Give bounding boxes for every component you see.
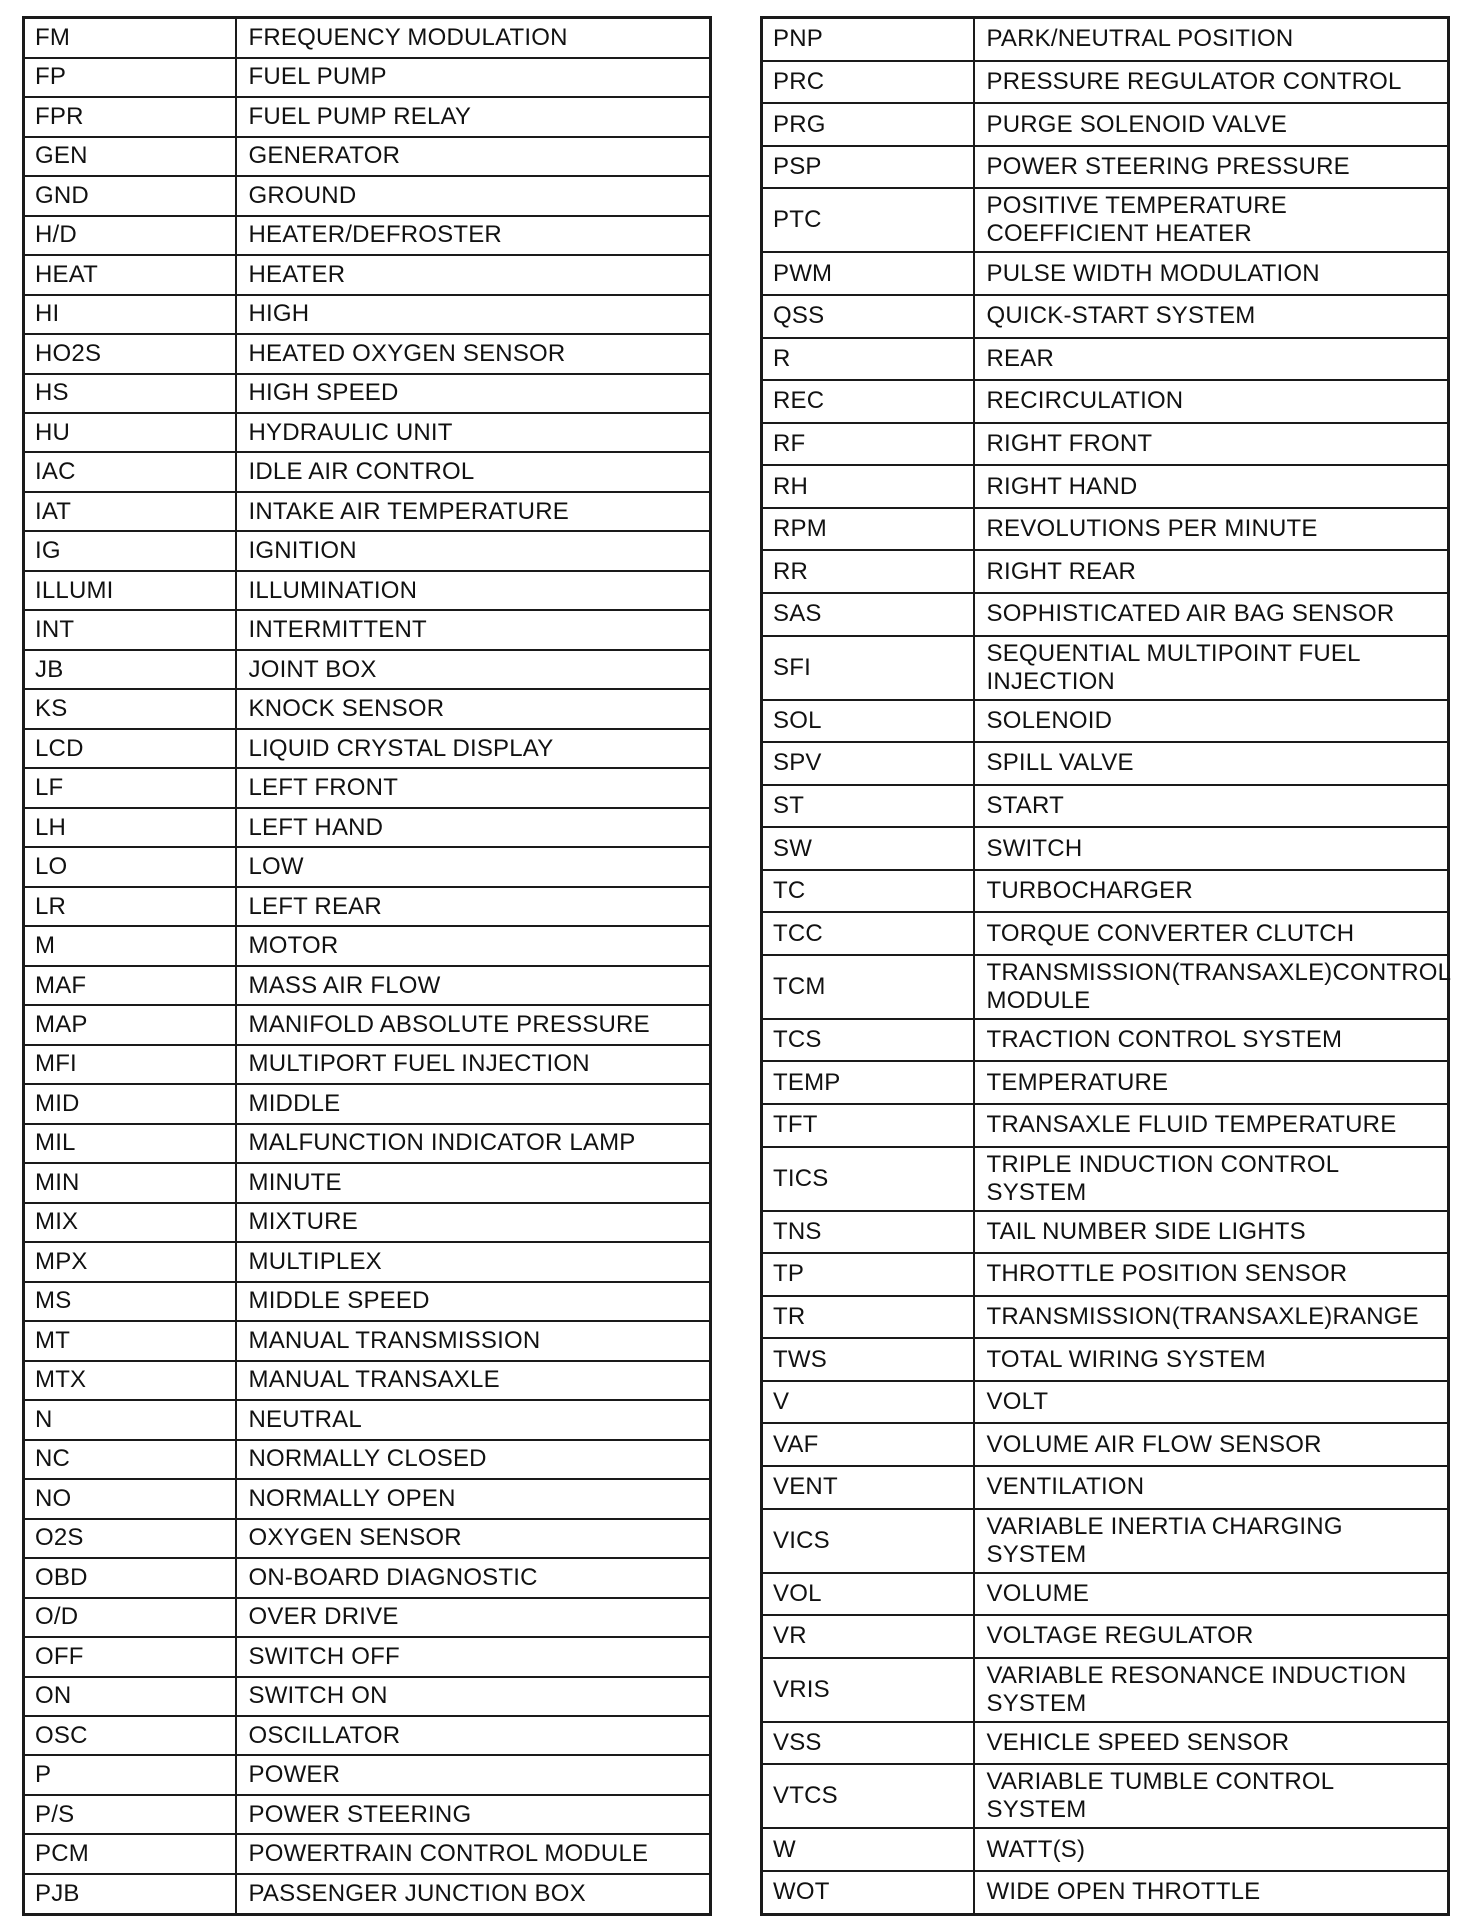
table-row bbox=[24, 1005, 711, 1044]
abbreviation-cell: TFT bbox=[762, 1104, 974, 1147]
table-row bbox=[24, 295, 711, 334]
abbreviation-cell: TWS bbox=[762, 1338, 974, 1381]
abbreviation-cell: OFF bbox=[24, 1637, 236, 1676]
meaning-cell: REVOLUTIONS PER MINUTE bbox=[974, 508, 1449, 551]
abbreviation-cell: FP bbox=[24, 58, 236, 97]
abbreviation-cell: TCS bbox=[762, 1019, 974, 1062]
abbreviation-cell: RPM bbox=[762, 508, 974, 551]
abbreviation-cell: ST bbox=[762, 785, 974, 828]
table-row bbox=[24, 255, 711, 294]
abbreviation-cell: VSS bbox=[762, 1722, 974, 1765]
meaning-cell: SEQUENTIAL MULTIPOINT FUEL INJECTION bbox=[974, 636, 1449, 700]
table-row bbox=[24, 571, 711, 610]
meaning-cell: TRANSMISSION(TRANSAXLE)RANGE bbox=[974, 1296, 1449, 1339]
meaning-cell: MANUAL TRANSMISSION bbox=[236, 1321, 711, 1360]
meaning-cell: MALFUNCTION INDICATOR LAMP bbox=[236, 1124, 711, 1163]
abbreviation-table-right-body bbox=[762, 18, 1452, 1915]
table-row bbox=[762, 1828, 1449, 1871]
meaning-cell: POWER STEERING bbox=[236, 1795, 711, 1834]
meaning-cell: HEATER bbox=[236, 255, 711, 294]
abbreviation-cell: LR bbox=[24, 887, 236, 926]
table-row bbox=[762, 103, 1449, 146]
meaning-cell: REAR bbox=[974, 338, 1449, 381]
meaning-cell: PULSE WIDTH MODULATION bbox=[974, 252, 1449, 295]
table-row bbox=[24, 1242, 711, 1281]
meaning-cell: HIGH SPEED bbox=[236, 374, 711, 413]
table-row bbox=[762, 1019, 1449, 1062]
meaning-cell: MIDDLE bbox=[236, 1084, 711, 1123]
abbreviation-cell: TP bbox=[762, 1253, 974, 1296]
meaning-cell: TRACTION CONTROL SYSTEM bbox=[974, 1019, 1449, 1062]
meaning-cell: MANIFOLD ABSOLUTE PRESSURE bbox=[236, 1005, 711, 1044]
meaning-cell: FUEL PUMP bbox=[236, 58, 711, 97]
meaning-cell: QUICK-START SYSTEM bbox=[974, 295, 1449, 338]
meaning-cell: THROTTLE POSITION SENSOR bbox=[974, 1253, 1449, 1296]
meaning-cell: LEFT FRONT bbox=[236, 768, 711, 807]
abbreviation-table-left-body bbox=[24, 18, 711, 1915]
table-row bbox=[24, 531, 711, 570]
meaning-cell: VOLT bbox=[974, 1381, 1449, 1424]
meaning-cell: WATT(S) bbox=[974, 1828, 1449, 1871]
table-row bbox=[762, 1338, 1449, 1381]
abbreviation-cell: TCC bbox=[762, 912, 974, 955]
abbreviation-cell: PTC bbox=[762, 188, 974, 252]
meaning-cell: VARIABLE TUMBLE CONTROL SYSTEM bbox=[974, 1764, 1449, 1828]
meaning-cell: POSITIVE TEMPERATURE COEFFICIENT HEATER bbox=[974, 188, 1449, 252]
table-row bbox=[762, 1573, 1449, 1616]
meaning-cell: KNOCK SENSOR bbox=[236, 689, 711, 728]
meaning-cell: LEFT HAND bbox=[236, 808, 711, 847]
abbreviation-cell: O2S bbox=[24, 1519, 236, 1558]
meaning-cell: OVER DRIVE bbox=[236, 1598, 711, 1637]
table-row bbox=[24, 1598, 711, 1637]
abbreviation-cell: PRG bbox=[762, 103, 974, 146]
table-row bbox=[24, 1400, 711, 1439]
abbreviation-cell: GND bbox=[24, 176, 236, 215]
meaning-cell: IDLE AIR CONTROL bbox=[236, 452, 711, 491]
table-row bbox=[762, 1722, 1449, 1765]
table-row bbox=[762, 1658, 1449, 1722]
abbreviation-cell: SW bbox=[762, 827, 974, 870]
table-row bbox=[24, 1163, 711, 1202]
meaning-cell: POWER bbox=[236, 1755, 711, 1794]
abbreviation-cell: LF bbox=[24, 768, 236, 807]
meaning-cell: NORMALLY OPEN bbox=[236, 1479, 711, 1518]
abbreviation-cell: V bbox=[762, 1381, 974, 1424]
meaning-cell: VOLUME AIR FLOW SENSOR bbox=[974, 1423, 1449, 1466]
meaning-cell: SOPHISTICATED AIR BAG SENSOR bbox=[974, 593, 1449, 636]
table-row bbox=[24, 1361, 711, 1400]
table-row bbox=[24, 847, 711, 886]
meaning-cell: HEATED OXYGEN SENSOR bbox=[236, 334, 711, 373]
table-row bbox=[762, 1061, 1449, 1104]
table-row bbox=[762, 380, 1449, 423]
table-row bbox=[762, 1764, 1449, 1828]
table-row bbox=[24, 58, 711, 97]
table-row bbox=[24, 1716, 711, 1755]
table-row bbox=[762, 1104, 1449, 1147]
table-row bbox=[762, 61, 1449, 104]
table-row bbox=[24, 1321, 711, 1360]
table-row bbox=[24, 729, 711, 768]
abbreviation-cell: N bbox=[24, 1400, 236, 1439]
table-row bbox=[762, 870, 1449, 913]
abbreviation-cell: PCM bbox=[24, 1834, 236, 1873]
table-row bbox=[762, 18, 1449, 61]
meaning-cell: OXYGEN SENSOR bbox=[236, 1519, 711, 1558]
abbreviation-cell: NO bbox=[24, 1479, 236, 1518]
abbreviation-cell: RR bbox=[762, 550, 974, 593]
abbreviation-cell: FM bbox=[24, 18, 236, 58]
abbreviation-cell: VTCS bbox=[762, 1764, 974, 1828]
table-row bbox=[24, 452, 711, 491]
meaning-cell: HYDRAULIC UNIT bbox=[236, 413, 711, 452]
meaning-cell: TRANSAXLE FLUID TEMPERATURE bbox=[974, 1104, 1449, 1147]
abbreviation-cell: INT bbox=[24, 610, 236, 649]
meaning-cell: HEATER/DEFROSTER bbox=[236, 216, 711, 255]
table-row bbox=[762, 146, 1449, 189]
meaning-cell: VOLTAGE REGULATOR bbox=[974, 1615, 1449, 1658]
abbreviation-cell: PWM bbox=[762, 252, 974, 295]
meaning-cell: FUEL PUMP RELAY bbox=[236, 97, 711, 136]
abbreviation-cell: NC bbox=[24, 1440, 236, 1479]
table-row bbox=[762, 700, 1449, 743]
meaning-cell: LOW bbox=[236, 847, 711, 886]
meaning-cell: MULTIPLEX bbox=[236, 1242, 711, 1281]
meaning-cell: MULTIPORT FUEL INJECTION bbox=[236, 1045, 711, 1084]
table-row bbox=[762, 295, 1449, 338]
abbreviation-cell: SAS bbox=[762, 593, 974, 636]
table-row bbox=[762, 1466, 1449, 1509]
meaning-cell: ILLUMINATION bbox=[236, 571, 711, 610]
abbreviation-cell: WOT bbox=[762, 1871, 974, 1915]
abbreviation-cell: VOL bbox=[762, 1573, 974, 1616]
abbreviation-cell: MIN bbox=[24, 1163, 236, 1202]
abbreviation-cell: TNS bbox=[762, 1211, 974, 1254]
table-row bbox=[24, 610, 711, 649]
abbreviation-cell: MFI bbox=[24, 1045, 236, 1084]
table-row bbox=[762, 636, 1449, 700]
abbreviation-cell: HS bbox=[24, 374, 236, 413]
meaning-cell: NEUTRAL bbox=[236, 1400, 711, 1439]
meaning-cell: PARK/NEUTRAL POSITION bbox=[974, 18, 1449, 61]
table-row bbox=[762, 1871, 1449, 1915]
meaning-cell: VOLUME bbox=[974, 1573, 1449, 1616]
abbreviation-cell: M bbox=[24, 926, 236, 965]
meaning-cell: POWER STEERING PRESSURE bbox=[974, 146, 1449, 189]
table-row bbox=[24, 650, 711, 689]
table-row bbox=[762, 593, 1449, 636]
abbreviation-cell: MAP bbox=[24, 1005, 236, 1044]
abbreviation-cell: LO bbox=[24, 847, 236, 886]
abbreviation-cell: TC bbox=[762, 870, 974, 913]
table-row bbox=[762, 550, 1449, 593]
abbreviation-cell: W bbox=[762, 1828, 974, 1871]
table-row bbox=[762, 742, 1449, 785]
abbreviation-cell: PSP bbox=[762, 146, 974, 189]
abbreviation-cell: TICS bbox=[762, 1147, 974, 1211]
meaning-cell: MIXTURE bbox=[236, 1203, 711, 1242]
meaning-cell: VARIABLE RESONANCE INDUCTION SYSTEM bbox=[974, 1658, 1449, 1722]
abbreviation-cell: PRC bbox=[762, 61, 974, 104]
abbreviation-table-left bbox=[22, 16, 712, 1916]
table-row bbox=[762, 955, 1449, 1019]
abbreviation-cell: VENT bbox=[762, 1466, 974, 1509]
table-row bbox=[24, 1874, 711, 1915]
abbreviation-cell: MID bbox=[24, 1084, 236, 1123]
table-row bbox=[762, 465, 1449, 508]
table-row bbox=[24, 97, 711, 136]
meaning-cell: FREQUENCY MODULATION bbox=[236, 18, 711, 58]
abbreviation-cell: RH bbox=[762, 465, 974, 508]
meaning-cell: PASSENGER JUNCTION BOX bbox=[236, 1874, 711, 1915]
table-row bbox=[762, 1615, 1449, 1658]
meaning-cell: OSCILLATOR bbox=[236, 1716, 711, 1755]
table-row bbox=[24, 176, 711, 215]
meaning-cell: TOTAL WIRING SYSTEM bbox=[974, 1338, 1449, 1381]
table-row bbox=[24, 1203, 711, 1242]
abbreviation-cell: R bbox=[762, 338, 974, 381]
table-row bbox=[762, 1381, 1449, 1424]
meaning-cell: MINUTE bbox=[236, 1163, 711, 1202]
table-row bbox=[24, 887, 711, 926]
meaning-cell: HIGH bbox=[236, 295, 711, 334]
table-row bbox=[24, 216, 711, 255]
meaning-cell: MANUAL TRANSAXLE bbox=[236, 1361, 711, 1400]
abbreviation-cell: FPR bbox=[24, 97, 236, 136]
table-row bbox=[24, 1440, 711, 1479]
table-row bbox=[24, 1795, 711, 1834]
meaning-cell: SWITCH ON bbox=[236, 1677, 711, 1716]
abbreviation-cell: TCM bbox=[762, 955, 974, 1019]
abbreviation-cell: O/D bbox=[24, 1598, 236, 1637]
table-row bbox=[24, 1677, 711, 1716]
table-row bbox=[24, 1519, 711, 1558]
abbreviation-cell: QSS bbox=[762, 295, 974, 338]
table-row bbox=[24, 1479, 711, 1518]
table-row bbox=[24, 1834, 711, 1873]
table-row bbox=[762, 1509, 1449, 1573]
abbreviation-page bbox=[22, 16, 1452, 1916]
abbreviation-cell: HEAT bbox=[24, 255, 236, 294]
abbreviation-cell: MPX bbox=[24, 1242, 236, 1281]
table-row bbox=[762, 188, 1449, 252]
meaning-cell: TORQUE CONVERTER CLUTCH bbox=[974, 912, 1449, 955]
meaning-cell: RIGHT FRONT bbox=[974, 423, 1449, 466]
meaning-cell: TEMPERATURE bbox=[974, 1061, 1449, 1104]
abbreviation-cell: P/S bbox=[24, 1795, 236, 1834]
table-row bbox=[24, 1755, 711, 1794]
abbreviation-cell: H/D bbox=[24, 216, 236, 255]
meaning-cell: TURBOCHARGER bbox=[974, 870, 1449, 913]
abbreviation-cell: GEN bbox=[24, 137, 236, 176]
abbreviation-cell: IG bbox=[24, 531, 236, 570]
meaning-cell: GROUND bbox=[236, 176, 711, 215]
table-row bbox=[24, 492, 711, 531]
meaning-cell: SWITCH OFF bbox=[236, 1637, 711, 1676]
table-row bbox=[24, 1558, 711, 1597]
table-row bbox=[762, 827, 1449, 870]
abbreviation-cell: MS bbox=[24, 1282, 236, 1321]
abbreviation-cell: SOL bbox=[762, 700, 974, 743]
table-row bbox=[762, 508, 1449, 551]
abbreviation-cell: HO2S bbox=[24, 334, 236, 373]
table-row bbox=[762, 912, 1449, 955]
table-row bbox=[762, 1147, 1449, 1211]
abbreviation-cell: LH bbox=[24, 808, 236, 847]
table-row bbox=[24, 334, 711, 373]
meaning-cell: IGNITION bbox=[236, 531, 711, 570]
abbreviation-cell: KS bbox=[24, 689, 236, 728]
abbreviation-cell: VR bbox=[762, 1615, 974, 1658]
meaning-cell: VEHICLE SPEED SENSOR bbox=[974, 1722, 1449, 1765]
abbreviation-cell: IAC bbox=[24, 452, 236, 491]
meaning-cell: PURGE SOLENOID VALVE bbox=[974, 103, 1449, 146]
meaning-cell: RIGHT REAR bbox=[974, 550, 1449, 593]
abbreviation-cell: IAT bbox=[24, 492, 236, 531]
meaning-cell: RECIRCULATION bbox=[974, 380, 1449, 423]
meaning-cell: MASS AIR FLOW bbox=[236, 966, 711, 1005]
table-row bbox=[24, 768, 711, 807]
abbreviation-cell: HU bbox=[24, 413, 236, 452]
table-row bbox=[24, 689, 711, 728]
abbreviation-cell: LCD bbox=[24, 729, 236, 768]
meaning-cell: MIDDLE SPEED bbox=[236, 1282, 711, 1321]
abbreviation-cell: MTX bbox=[24, 1361, 236, 1400]
abbreviation-cell: MT bbox=[24, 1321, 236, 1360]
abbreviation-cell: SFI bbox=[762, 636, 974, 700]
table-row bbox=[24, 808, 711, 847]
meaning-cell: ON-BOARD DIAGNOSTIC bbox=[236, 1558, 711, 1597]
meaning-cell: WIDE OPEN THROTTLE bbox=[974, 1871, 1449, 1915]
table-row bbox=[24, 1124, 711, 1163]
meaning-cell: TAIL NUMBER SIDE LIGHTS bbox=[974, 1211, 1449, 1254]
abbreviation-table-right bbox=[760, 16, 1450, 1916]
abbreviation-cell: P bbox=[24, 1755, 236, 1794]
abbreviation-cell: JB bbox=[24, 650, 236, 689]
meaning-cell: START bbox=[974, 785, 1449, 828]
abbreviation-cell: VICS bbox=[762, 1509, 974, 1573]
table-row bbox=[24, 966, 711, 1005]
meaning-cell: MOTOR bbox=[236, 926, 711, 965]
table-row bbox=[762, 785, 1449, 828]
meaning-cell: RIGHT HAND bbox=[974, 465, 1449, 508]
meaning-cell: JOINT BOX bbox=[236, 650, 711, 689]
abbreviation-cell: VAF bbox=[762, 1423, 974, 1466]
table-row bbox=[762, 1211, 1449, 1254]
table-row bbox=[24, 1045, 711, 1084]
abbreviation-cell: TR bbox=[762, 1296, 974, 1339]
abbreviation-cell: PJB bbox=[24, 1874, 236, 1915]
table-row bbox=[24, 374, 711, 413]
table-row bbox=[24, 137, 711, 176]
abbreviation-cell: OBD bbox=[24, 1558, 236, 1597]
meaning-cell: TRANSMISSION(TRANSAXLE)CONTROL MODULE bbox=[974, 955, 1449, 1019]
meaning-cell: GENERATOR bbox=[236, 137, 711, 176]
table-row bbox=[24, 1084, 711, 1123]
table-row bbox=[762, 1253, 1449, 1296]
abbreviation-cell: MIL bbox=[24, 1124, 236, 1163]
abbreviation-cell: PNP bbox=[762, 18, 974, 61]
table-row bbox=[762, 252, 1449, 295]
table-row bbox=[24, 413, 711, 452]
meaning-cell: POWERTRAIN CONTROL MODULE bbox=[236, 1834, 711, 1873]
meaning-cell: SWITCH bbox=[974, 827, 1449, 870]
table-row bbox=[762, 423, 1449, 466]
meaning-cell: INTAKE AIR TEMPERATURE bbox=[236, 492, 711, 531]
abbreviation-cell: ILLUMI bbox=[24, 571, 236, 610]
meaning-cell: TRIPLE INDUCTION CONTROL SYSTEM bbox=[974, 1147, 1449, 1211]
abbreviation-cell: SPV bbox=[762, 742, 974, 785]
abbreviation-cell: ON bbox=[24, 1677, 236, 1716]
abbreviation-cell: MAF bbox=[24, 966, 236, 1005]
abbreviation-cell: VRIS bbox=[762, 1658, 974, 1722]
abbreviation-cell: MIX bbox=[24, 1203, 236, 1242]
table-row bbox=[24, 926, 711, 965]
abbreviation-cell: OSC bbox=[24, 1716, 236, 1755]
meaning-cell: SOLENOID bbox=[974, 700, 1449, 743]
meaning-cell: VENTILATION bbox=[974, 1466, 1449, 1509]
table-row bbox=[762, 338, 1449, 381]
meaning-cell: NORMALLY CLOSED bbox=[236, 1440, 711, 1479]
table-row bbox=[24, 1637, 711, 1676]
table-row bbox=[762, 1423, 1449, 1466]
abbreviation-cell: REC bbox=[762, 380, 974, 423]
table-row bbox=[24, 18, 711, 58]
abbreviation-cell: TEMP bbox=[762, 1061, 974, 1104]
table-row bbox=[762, 1296, 1449, 1339]
meaning-cell: SPILL VALVE bbox=[974, 742, 1449, 785]
meaning-cell: LIQUID CRYSTAL DISPLAY bbox=[236, 729, 711, 768]
abbreviation-cell: HI bbox=[24, 295, 236, 334]
meaning-cell: VARIABLE INERTIA CHARGING SYSTEM bbox=[974, 1509, 1449, 1573]
meaning-cell: INTERMITTENT bbox=[236, 610, 711, 649]
table-row bbox=[24, 1282, 711, 1321]
meaning-cell: LEFT REAR bbox=[236, 887, 711, 926]
abbreviation-cell: RF bbox=[762, 423, 974, 466]
meaning-cell: PRESSURE REGULATOR CONTROL bbox=[974, 61, 1449, 104]
